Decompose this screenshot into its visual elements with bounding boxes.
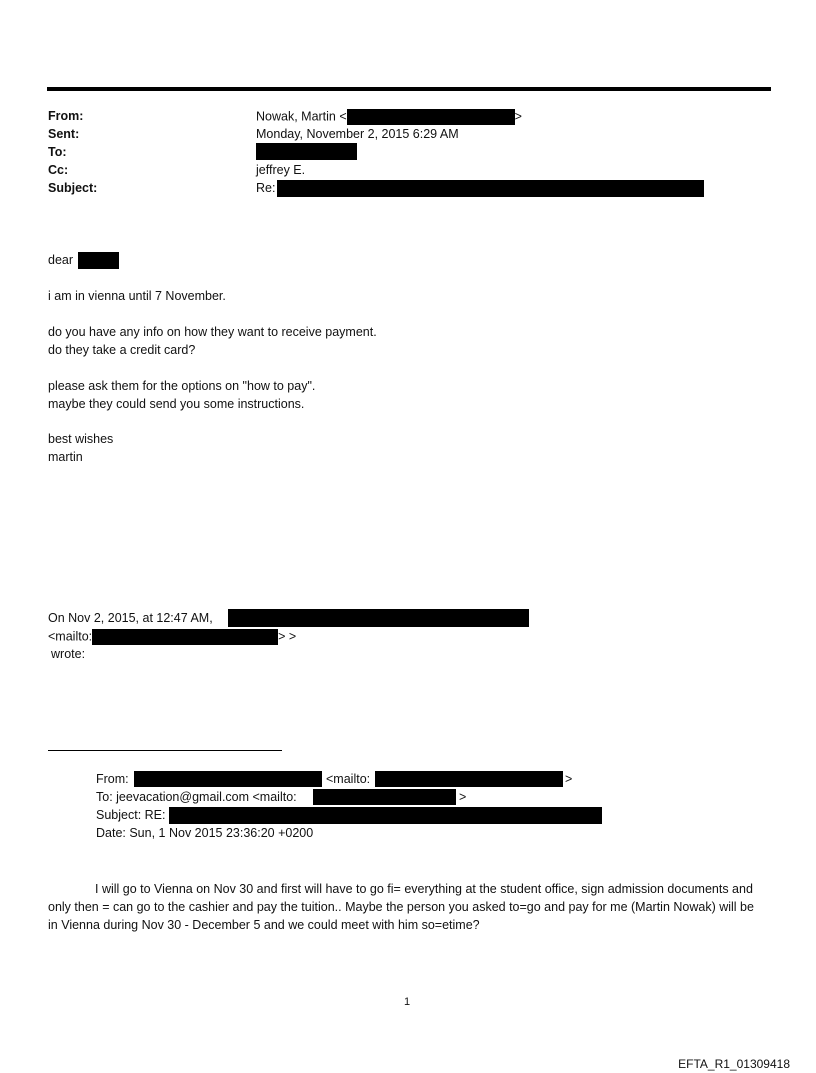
to-label: To:: [48, 145, 67, 159]
mailto-prefix: <mailto:: [48, 629, 93, 644]
mailto-end: > >: [278, 629, 297, 644]
redacted-from-email: [347, 109, 515, 125]
greeting-text: dear: [48, 253, 74, 267]
redacted-quote-sender: [228, 609, 529, 627]
from-value: [256, 109, 522, 125]
fwd-from-line: [96, 772, 129, 786]
redacted-recipient-name: [78, 252, 119, 269]
greeting: [48, 253, 73, 267]
sent-value: Monday, November 2, 2015 6:29 AM: [256, 127, 459, 141]
redacted-quote-email: [92, 629, 278, 645]
fwd-subject-line: Subject: RE:: [96, 808, 166, 822]
quote-intro-line-2: [48, 629, 296, 645]
redacted-fwd-from-email: [375, 771, 563, 787]
redacted-fwd-to-email: [313, 789, 456, 805]
fwd-paragraph-text: I will go to Vienna on Nov 30 and first will have to go fi= everything at the student office, sign admission documents and only then = can go to the cashier and pay the tuition.. Maybe the person you asked to=go and pay for me (Martin Nowak) will be in Vienna during Nov 30 - December 5 and we could meet with him so=etime?: [48, 882, 754, 932]
subject-value: [256, 181, 275, 195]
body-line-5: maybe they could send you some instructions.: [48, 397, 305, 411]
fwd-date-line: Date: Sun, 1 Nov 2015 23:36:20 +0200: [96, 826, 314, 840]
header-divider: [47, 87, 771, 91]
redacted-to: [256, 143, 357, 160]
quote-intro-line-3: wrote:: [51, 647, 86, 661]
redacted-subject: [277, 180, 704, 197]
from-label: From:: [48, 109, 84, 123]
signoff-2: martin: [48, 450, 83, 464]
fwd-paragraph: [48, 880, 758, 934]
subject-prefix: Re:: [256, 181, 276, 195]
body-line-3: do they take a credit card?: [48, 343, 196, 357]
fwd-from-label: From:: [96, 772, 129, 786]
from-end: >: [514, 109, 522, 124]
body-line-2: do you have any info on how they want to receive payment.: [48, 325, 377, 339]
quote-divider: [48, 750, 282, 751]
sent-label: Sent:: [48, 127, 80, 141]
document-id: EFTA_R1_01309418: [678, 1057, 790, 1071]
quote-intro-line-1: On Nov 2, 2015, at 12:47 AM,: [48, 611, 213, 625]
subject-label: Subject:: [48, 181, 98, 195]
cc-value: jeffrey E.: [256, 163, 306, 177]
body-line-1: i am in vienna until 7 November.: [48, 289, 226, 303]
cc-label: Cc:: [48, 163, 69, 177]
fwd-to-end: >: [459, 790, 467, 804]
page-number: 1: [404, 996, 411, 1008]
from-name: Nowak, Martin <: [256, 109, 347, 124]
fwd-from-end: >: [565, 772, 573, 786]
redacted-fwd-subject: [169, 807, 602, 824]
fwd-to-line: To: jeevacation@gmail.com <mailto:: [96, 790, 297, 804]
body-line-4: please ask them for the options on "how to pay".: [48, 379, 316, 393]
signoff-1: best wishes: [48, 432, 114, 446]
redacted-fwd-from-name: [134, 771, 322, 787]
fwd-from-mailto: <mailto:: [326, 772, 371, 786]
